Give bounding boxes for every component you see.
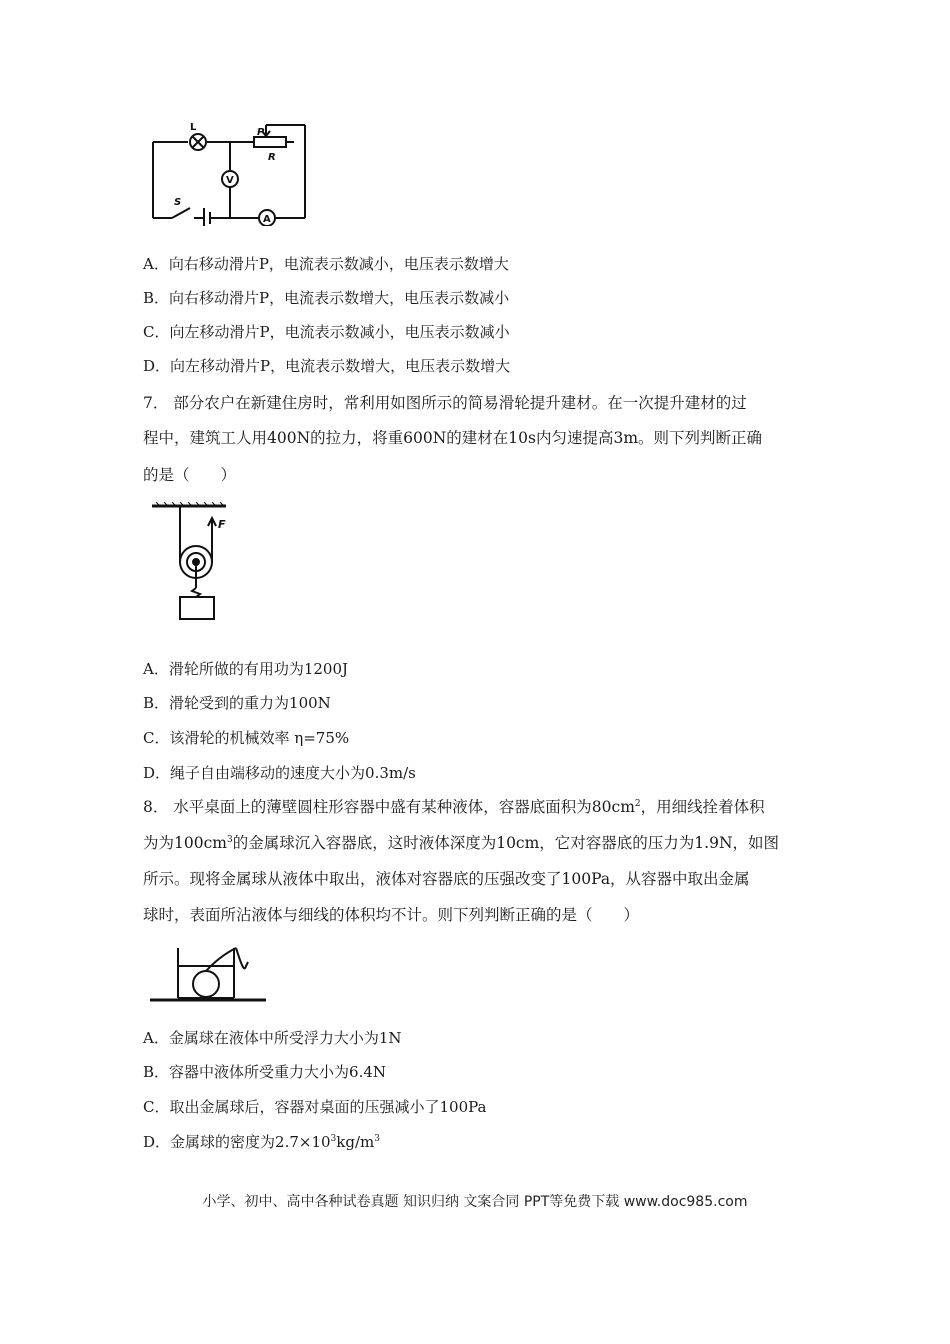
q8-stem-line2 [143, 833, 808, 853]
footer-note: 小学、初中、高中各种试卷真题 知识归纳 文案合同 PPT等免费下载 www.doc985.com [202, 1194, 748, 1210]
q8-option-c: C．取出金属球后，容器对桌面的压强减小了100Pa [143, 1098, 487, 1116]
superscript: 3 [226, 834, 233, 845]
q7-option-c: C．该滑轮的机械效率 η=75% [143, 729, 350, 747]
q8-line2-text: 为为100cm [143, 834, 227, 852]
slider-label: P [257, 127, 265, 138]
q8-option-d [143, 1132, 380, 1152]
lamp-label: L [190, 122, 197, 133]
q8-option-b: B．容器中液体所受重力大小为6.4N [143, 1063, 387, 1081]
pulley-diagram [150, 500, 240, 628]
resistor-label: R [268, 152, 276, 163]
q8-option-a: A．金属球在液体中所受浮力大小为1N [143, 1029, 402, 1047]
q7-option-a: A．滑轮所做的有用功为1200J [143, 660, 349, 678]
q7-stem-line1: 7． 部分农户在新建住房时，常利用如图所示的简易滑轮提升建材。在一次提升建材的过 [143, 394, 747, 412]
superscript: 3 [374, 1134, 380, 1144]
switch-label: S [174, 197, 182, 208]
superscript: 3 [330, 1134, 337, 1144]
q6-option-d: D．向左移动滑片P，电流表示数增大，电压表示数增大 [143, 357, 511, 375]
q8-stem-line4: 球时，表面所沾液体与细线的体积均不计。则下列判断正确的是（ ） [143, 906, 640, 924]
q8-option-d-text: D．金属球的密度为2.7×10 [143, 1133, 331, 1151]
superscript: 2 [634, 798, 641, 809]
q7-stem-line3: 的是（ ） [143, 466, 237, 484]
q8-option-d-unit: kg/m [336, 1133, 375, 1151]
q8-line1-text: 8． 水平桌面上的薄壁圆柱形容器中盛有某种液体，容器底面积为80cm [143, 798, 635, 816]
q6-option-c: C．向左移动滑片P，电流表示数减小，电压表示数减小 [143, 323, 510, 341]
q6-option-a: A．向右移动滑片P，电流表示数减小，电压表示数增大 [143, 255, 509, 273]
force-label: F [218, 518, 226, 531]
q8-line2-text-end: 的金属球沉入容器底，这时液体深度为10cm，它对容器底的压力为1.9N，如图 [232, 834, 780, 852]
voltmeter-label: V [226, 175, 234, 186]
q6-option-b: B．向右移动滑片P，电流表示数增大，电压表示数减小 [143, 289, 510, 307]
q8-line1-text-end: ，用细线拴着体积 [640, 798, 765, 816]
container-diagram [148, 940, 268, 1004]
q8-stem-line1 [143, 797, 808, 817]
q7-stem-line2: 程中，建筑工人用400N的拉力，将重600N的建材在10s内匀速提高3m。则下列判断正确 [143, 429, 763, 447]
q7-option-d: D．绳子自由端移动的速度大小为0.3m/s [143, 764, 416, 782]
q8-stem-line3: 所示。现将金属球从液体中取出，液体对容器底的压强改变了100Pa，从容器中取出金属 [143, 870, 750, 888]
ammeter-label: A [263, 214, 271, 225]
circuit-diagram [146, 120, 312, 226]
q7-option-b: B．滑轮受到的重力为100N [143, 694, 331, 712]
